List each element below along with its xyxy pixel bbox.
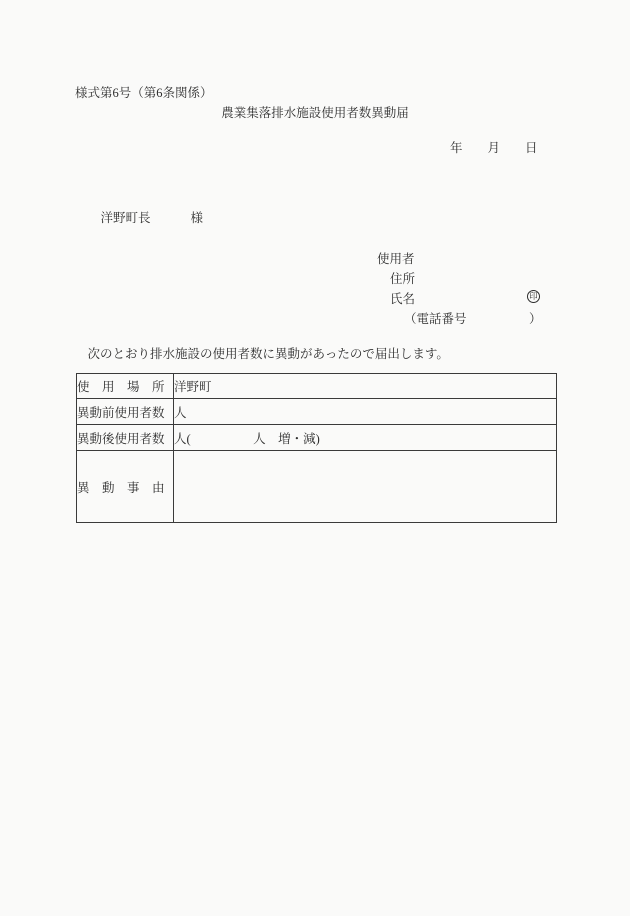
addressee-honorific: 様 — [190, 211, 204, 226]
applicant-role-label: 使用者 — [377, 252, 415, 266]
page-title: 農業集落排水施設使用者数異動届 — [221, 106, 409, 120]
seal-icon — [527, 290, 540, 303]
usage-table — [76, 373, 557, 523]
applicant-address-label: 住所 — [390, 272, 416, 286]
row-label-reason: 異 動 事 由 — [77, 451, 174, 523]
phone-number-line: （電話番号 ） — [404, 312, 542, 326]
row-value-place: 洋野町 — [174, 374, 557, 399]
row-label-place: 使 用 場 所 — [77, 374, 174, 399]
table-row-users-before — [77, 399, 557, 425]
table-row-users-after — [77, 425, 557, 451]
row-value-users-after: 人( 人 増・減) — [174, 425, 557, 451]
table-row-place — [77, 374, 557, 399]
row-label-users-before: 異動前使用者数 — [77, 399, 174, 425]
addressee-name: 洋野町長 — [100, 211, 151, 226]
row-label-users-after: 異動後使用者数 — [77, 425, 174, 451]
seal-character: 印 — [529, 291, 538, 301]
addressee-line — [88, 197, 203, 240]
applicant-name-label: 氏名 — [390, 292, 416, 306]
table-row-reason — [77, 451, 557, 523]
row-value-reason — [174, 451, 557, 523]
row-value-users-before: 人 — [174, 399, 557, 425]
date-line: 年 月 日 — [450, 141, 538, 155]
form-number-label: 様式第6号（第6条関係） — [75, 86, 213, 100]
intro-sentence: 次のとおり排水施設の使用者数に異動があったので届出します。 — [75, 347, 449, 361]
